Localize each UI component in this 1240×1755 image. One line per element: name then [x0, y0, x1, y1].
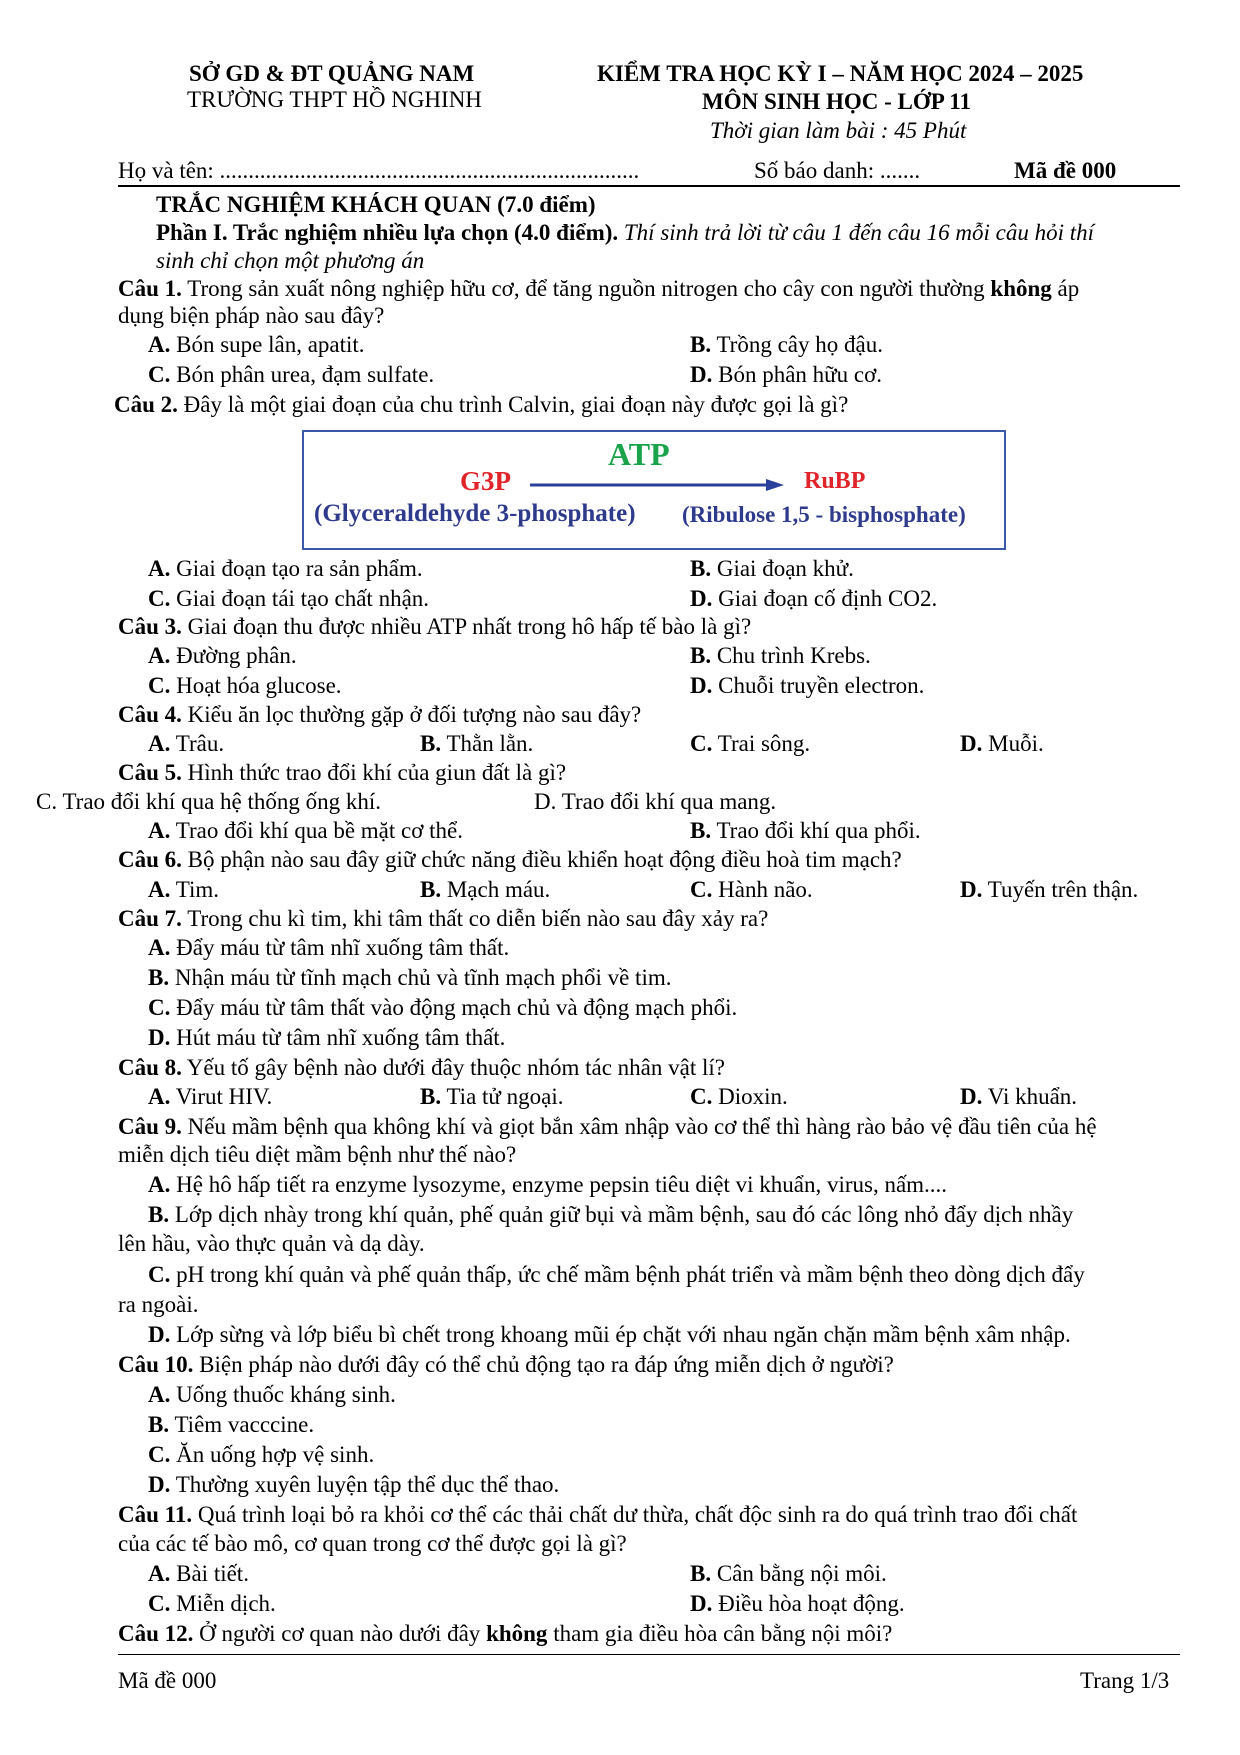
q2-option-c[interactable] [148, 586, 429, 612]
option-label: B. [690, 556, 712, 581]
option-label: A. [148, 731, 171, 756]
arrow-icon [530, 478, 784, 492]
option-label: A. [148, 935, 171, 960]
option-text: Bón phân urea, đạm sulfate. [176, 362, 435, 387]
option-text: Muỗi. [988, 731, 1044, 756]
option-label: A. [148, 1382, 171, 1407]
question-text: Hình thức trao đổi khí của giun đất là gì? [181, 760, 567, 785]
q11-option-a[interactable] [148, 1561, 249, 1587]
question-number: Câu 8. [118, 1055, 182, 1080]
rubp-full-name: (Ribulose 1,5 - bisphosphate) [682, 502, 966, 527]
option-text: Mạch máu. [446, 877, 551, 902]
option-text: Nhận máu từ tĩnh mạch chủ và tĩnh mạch phổi về tim. [174, 965, 672, 990]
q7-option-d[interactable] [148, 1025, 505, 1051]
option-label: A. [148, 556, 171, 581]
q10-option-c[interactable] [148, 1442, 374, 1468]
question-number: Câu 10. [118, 1352, 194, 1377]
q2-option-d[interactable] [690, 586, 937, 612]
q5-option-d[interactable] [534, 789, 776, 815]
q6-option-a[interactable] [148, 877, 219, 903]
option-label: D. [960, 877, 983, 902]
q7-option-b[interactable] [148, 965, 671, 991]
question-text: Ở người cơ quan nào dưới đây [193, 1621, 487, 1646]
question-2 [114, 392, 848, 418]
question-text: Nếu mầm bệnh qua không khí và giọt bắn xâm nhập vào cơ thể thì hàng rào bảo vệ đầu tiên của hệ [181, 1114, 1097, 1139]
option-text: Chuỗi truyền electron. [718, 673, 925, 698]
option-label: D. [690, 362, 713, 387]
footer-divider [118, 1654, 1180, 1655]
option-label: C. [148, 1442, 171, 1467]
option-text: Điều hòa hoạt động. [718, 1591, 905, 1616]
option-label: C. [690, 731, 713, 756]
question-1 [118, 276, 1079, 302]
option-label: A. [148, 1084, 171, 1109]
option-text: Hoạt hóa glucose. [176, 673, 342, 698]
option-label: A. [148, 877, 171, 902]
q8-option-c[interactable] [690, 1084, 788, 1110]
option-label: D. [148, 1322, 171, 1347]
g3p-label: G3P [460, 466, 511, 496]
option-text: Giai đoạn tái tạo chất nhận. [176, 586, 430, 611]
option-label: B. [148, 965, 170, 990]
option-label: A. [148, 1172, 171, 1197]
option-label: B. [690, 643, 712, 668]
question-number: Câu 12. [118, 1621, 194, 1646]
option-text: Lớp dịch nhày trong khí quản, phế quản giữ bụi và mầm bệnh, sau đó các lông nhỏ đẩy dịch nhầy [174, 1202, 1074, 1227]
question-number: Câu 9. [118, 1114, 182, 1139]
question-11 [118, 1502, 1077, 1528]
option-label: C. [690, 1084, 713, 1109]
option-label: D. [148, 1472, 171, 1497]
question-number: Câu 2. [114, 392, 178, 417]
option-label: C. [148, 1591, 171, 1616]
option-label: D. [690, 673, 713, 698]
option-text: Cân bằng nội môi. [716, 1561, 887, 1586]
question-text: Yếu tố gây bệnh nào dưới đây thuộc nhóm tác nhân vật lí? [181, 1055, 725, 1080]
question-5 [118, 760, 566, 786]
rubp-label: RuBP [804, 468, 866, 494]
option-text: Miễn dịch. [176, 1591, 276, 1616]
q7-option-a[interactable] [148, 935, 509, 961]
option-text: Bài tiết. [176, 1561, 249, 1586]
option-text: Trai sông. [717, 731, 811, 756]
question-text: Trong sản xuất nông nghiệp hữu cơ, để tăng nguồn nitrogen cho cây con người thường [181, 276, 991, 301]
q3-option-a[interactable] [148, 643, 297, 669]
option-label: D. [960, 731, 983, 756]
option-text: Vi khuẩn. [987, 1084, 1078, 1109]
part-instructions-text: Thí sinh trả lời từ câu 1 đến câu 16 mỗi câu hỏi thí [618, 220, 1094, 245]
question-3 [118, 614, 751, 640]
question-number: Câu 11. [118, 1502, 193, 1527]
option-label: D. [690, 586, 713, 611]
school-name: TRƯỜNG THPT HỒ NGHINH [187, 87, 482, 112]
q4-option-c[interactable] [690, 731, 810, 757]
option-text: Tia tử ngoại. [446, 1084, 564, 1109]
option-text: Đẩy máu từ tâm nhĩ xuống tâm thất. [176, 935, 510, 960]
atp-label: ATP [608, 436, 670, 472]
question-text: Trong chu kì tim, khi tâm thất co diễn biến nào sau đây xảy ra? [181, 906, 769, 931]
option-text: pH trong khí quản và phế quản thấp, ức chế mầm bệnh phát triển và mầm bệnh theo dòng dịch đẩy [176, 1262, 1085, 1287]
question-text: Biện pháp nào dưới đây có thể chủ động tạo ra đáp ứng miễn dịch ở người? [193, 1352, 894, 1377]
question-text: Giai đoạn thu được nhiều ATP nhất trong hô hấp tế bào là gì? [181, 614, 752, 639]
q5-option-b[interactable] [690, 818, 921, 844]
option-text: Bón phân hữu cơ. [718, 362, 883, 387]
option-text: Bón supe lân, apatit. [176, 332, 365, 357]
option-text: Tiêm vacccine. [174, 1412, 315, 1437]
option-label: B. [690, 332, 712, 357]
question-12 [118, 1621, 892, 1647]
option-label: B. [148, 1202, 170, 1227]
question-text: Bộ phận nào sau đây giữ chức năng điều khiển hoạt động điều hoà tim mạch? [181, 847, 902, 872]
part-instructions-cont: sinh chỉ chọn một phương án [156, 248, 425, 273]
q11-option-d[interactable] [690, 1591, 905, 1617]
question-10 [118, 1352, 894, 1378]
option-label: C. [148, 995, 171, 1020]
option-label: C. [148, 1262, 171, 1287]
question-4 [118, 702, 641, 728]
option-text: Giai đoạn tạo ra sản phẩm. [176, 556, 423, 581]
question-number: Câu 3. [118, 614, 182, 639]
question-7 [118, 906, 768, 932]
q2-option-a[interactable] [148, 556, 423, 582]
option-text: Virut HIV. [175, 1084, 273, 1109]
option-text: Chu trình Krebs. [716, 643, 871, 668]
name-field: Họ và tên: ......................................................................... [118, 158, 640, 183]
page-number: Trang 1/3 [1080, 1668, 1170, 1693]
option-label: C. [36, 789, 58, 814]
q8-option-a[interactable] [148, 1084, 272, 1110]
question-1-cont: dụng biện pháp nào sau đây? [118, 303, 385, 328]
q3-option-d[interactable] [690, 673, 924, 699]
option-text: Trâu. [175, 731, 225, 756]
option-label: C. [690, 877, 713, 902]
option-text: Đường phân. [176, 643, 297, 668]
option-label: D. [690, 1591, 713, 1616]
option-text: Hệ hô hấp tiết ra enzyme lysozyme, enzyme pepsin tiêu diệt vi khuẩn, virus, nấm.... [176, 1172, 948, 1197]
q4-option-b[interactable] [420, 731, 533, 757]
q10-option-b[interactable] [148, 1412, 314, 1438]
exam-code: Mã đề 000 [1014, 158, 1117, 183]
q9-option-b-cont: lên hầu, vào thực quản và dạ dày. [118, 1231, 425, 1256]
q9-option-b[interactable] [148, 1202, 1073, 1228]
option-text: Hành não. [718, 877, 813, 902]
section-title: TRẮC NGHIỆM KHÁCH QUAN (7.0 điểm) [156, 192, 596, 217]
question-text: áp [1051, 276, 1080, 301]
option-label: C. [148, 586, 171, 611]
question-text: Kiểu ăn lọc thường gặp ở đối tượng nào sau đây? [181, 702, 642, 727]
option-text: Uống thuốc kháng sinh. [176, 1382, 396, 1407]
option-text: Trao đổi khí qua hệ thống ống khí. [62, 789, 382, 814]
question-emphasis: không [990, 276, 1052, 301]
question-number: Câu 5. [118, 760, 182, 785]
footer-exam-code: Mã đề 000 [118, 1668, 217, 1693]
option-label: B. [690, 818, 712, 843]
option-text: Tim. [175, 877, 219, 902]
part-heading: Phần I. Trắc nghiệm nhiều lựa chọn (4.0 điểm). [156, 220, 619, 245]
q1-option-b[interactable] [690, 332, 883, 358]
q4-option-a[interactable] [148, 731, 224, 757]
question-number: Câu 7. [118, 906, 182, 931]
question-6 [118, 847, 902, 873]
option-text: Trao đổi khí qua phổi. [716, 818, 921, 843]
q3-option-b[interactable] [690, 643, 871, 669]
option-text: Trao đổi khí qua mang. [561, 789, 777, 814]
option-text: Giai đoạn khử. [716, 556, 854, 581]
question-8 [118, 1055, 725, 1081]
g3p-full-name: (Glyceraldehyde 3-phosphate) [314, 500, 636, 527]
option-label: A. [148, 643, 171, 668]
exam-title: KIỂM TRA HỌC KỲ I – NĂM HỌC 2024 – 2025 [597, 61, 1084, 86]
calvin-stage-diagram [302, 430, 1006, 550]
q9-option-c-cont: ra ngoài. [118, 1292, 199, 1317]
q8-option-d[interactable] [960, 1084, 1077, 1110]
q11-option-b[interactable] [690, 1561, 887, 1587]
q6-option-b[interactable] [420, 877, 550, 903]
subject-title: MÔN SINH HỌC - LỚP 11 [702, 89, 971, 114]
department-name: SỞ GD & ĐT QUẢNG NAM [189, 61, 475, 86]
option-label: B. [148, 1412, 170, 1437]
q6-option-c[interactable] [690, 877, 813, 903]
option-text: Đẩy máu từ tâm thất vào động mạch chủ và động mạch phổi. [176, 995, 738, 1020]
option-label: B. [420, 1084, 442, 1109]
q7-option-c[interactable] [148, 995, 737, 1021]
q9-option-d[interactable] [148, 1322, 1071, 1348]
q3-option-c[interactable] [148, 673, 342, 699]
q4-option-d[interactable] [960, 731, 1044, 757]
q11-option-c[interactable] [148, 1591, 276, 1617]
option-text: Thằn lằn. [446, 731, 534, 756]
option-text: Lớp sừng và lớp biểu bì chết trong khoang mũi ép chặt với nhau ngăn chặn mầm bệnh xâm nhập. [176, 1322, 1071, 1347]
option-label: A. [148, 332, 171, 357]
q8-option-b[interactable] [420, 1084, 563, 1110]
option-label: D. [960, 1084, 983, 1109]
question-9-cont: miễn dịch tiêu diệt mầm bệnh như thế nào? [118, 1142, 517, 1167]
question-number: Câu 6. [118, 847, 182, 872]
q9-option-a[interactable] [148, 1172, 947, 1198]
question-number: Câu 1. [118, 276, 182, 301]
q10-option-a[interactable] [148, 1382, 396, 1408]
question-text: Đây là một giai đoạn của chu trình Calvin, giai đoạn này được gọi là gì? [177, 392, 849, 417]
sbd-field: Số báo danh: ....... [754, 158, 921, 183]
q6-option-d[interactable] [960, 877, 1138, 903]
option-text: Giai đoạn cố định CO2. [718, 586, 938, 611]
question-11-cont: của các tế bào mô, cơ quan trong cơ thể được gọi là gì? [118, 1531, 627, 1556]
q2-option-b[interactable] [690, 556, 854, 582]
option-label: C. [148, 362, 171, 387]
part-instructions [156, 220, 1094, 246]
option-text: Ăn uống hợp vệ sinh. [176, 1442, 375, 1467]
q9-option-c[interactable] [148, 1262, 1085, 1288]
question-text: tham gia điều hòa cân bằng nội môi? [547, 1621, 893, 1646]
option-label: B. [420, 731, 442, 756]
option-text: Trao đổi khí qua bề mặt cơ thể. [175, 818, 463, 843]
option-text: Trồng cây họ đậu. [716, 332, 883, 357]
option-label: B. [690, 1561, 712, 1586]
option-text: Tuyến trên thận. [987, 877, 1139, 902]
question-number: Câu 4. [118, 702, 182, 727]
question-text: Quá trình loại bỏ ra khỏi cơ thể các thải chất dư thừa, chất độc sinh ra do quá trình trao đổi chất [192, 1502, 1078, 1527]
header-divider [118, 185, 1180, 187]
option-label: C. [148, 673, 171, 698]
option-label: A. [148, 1561, 171, 1586]
q1-option-a[interactable] [148, 332, 365, 358]
exam-time: Thời gian làm bài : 45 Phút [710, 118, 967, 143]
option-label: B. [420, 877, 442, 902]
q1-option-d[interactable] [690, 362, 882, 388]
option-text: Dioxin. [718, 1084, 788, 1109]
option-label: D. [534, 789, 557, 814]
option-text: Hút máu từ tâm nhĩ xuống tâm thất. [176, 1025, 506, 1050]
question-emphasis: không [486, 1621, 548, 1646]
q1-option-c[interactable] [148, 362, 434, 388]
option-label: D. [148, 1025, 171, 1050]
q5-option-a[interactable] [148, 818, 463, 844]
option-label: A. [148, 818, 171, 843]
question-9 [118, 1114, 1097, 1140]
q10-option-d[interactable] [148, 1472, 559, 1498]
option-text: Thường xuyên luyện tập thể dục thể thao. [175, 1472, 560, 1497]
q5-option-c[interactable] [36, 789, 381, 815]
